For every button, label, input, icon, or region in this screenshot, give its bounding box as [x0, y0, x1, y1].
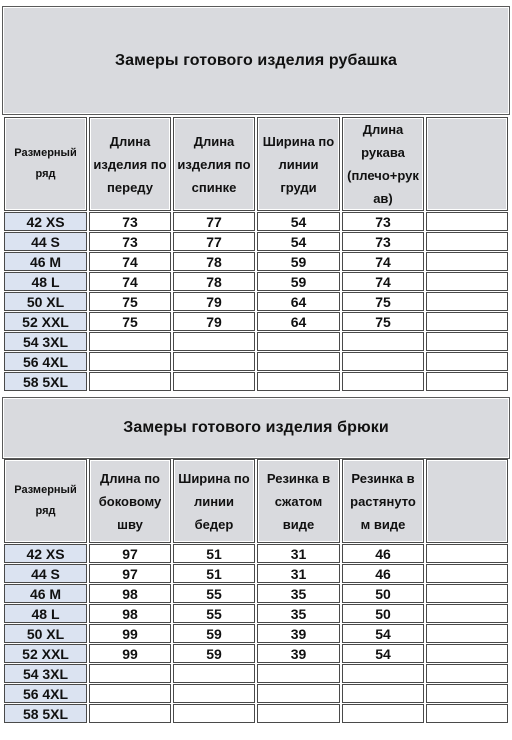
measurement-cell: 74: [342, 272, 424, 291]
measurement-cell: 75: [89, 292, 171, 311]
header-text-line: (плечо+рук: [347, 168, 419, 183]
measurement-cell: 64: [257, 312, 340, 331]
measurement-cell: 59: [173, 644, 255, 663]
table-row: [4, 544, 508, 563]
header-text-line: виде: [282, 516, 315, 532]
measurement-cell: 78: [173, 252, 255, 271]
measurement-cell: [426, 212, 508, 231]
table-row: [4, 332, 508, 351]
measurement-cell: 59: [257, 252, 340, 271]
header-text-line: изделия по: [93, 156, 167, 172]
measurement-cell: 59: [173, 624, 255, 643]
measurement-cell: 31: [257, 544, 340, 563]
measurement-cell: 46: [342, 564, 424, 583]
table-row: [4, 252, 508, 271]
size-label: 44 S: [4, 232, 87, 251]
measurement-cell: 51: [173, 544, 255, 563]
measurement-cell: 54: [342, 644, 424, 663]
trousers-table-body: [4, 459, 508, 723]
size-column-header: [4, 117, 87, 211]
measurement-cell: [426, 684, 508, 703]
header-text-line: Длина: [109, 133, 151, 149]
header-text-line: бедер: [194, 516, 234, 532]
measurement-cell: 79: [173, 312, 255, 331]
measurement-cell: [426, 272, 508, 291]
header-text-line: ав): [373, 191, 393, 206]
column-header: [342, 117, 424, 211]
table-row: [4, 604, 508, 623]
measurement-cell: [89, 372, 171, 391]
header-text-line: Резинка в: [266, 470, 331, 486]
shirt-title: Замеры готового изделия рубашка: [2, 6, 510, 115]
column-header: [257, 459, 340, 543]
table-row: [4, 644, 508, 663]
measurement-cell: [426, 292, 508, 311]
size-label: 54 3XL: [4, 664, 87, 683]
size-label: 58 5XL: [4, 372, 87, 391]
header-text-line: шву: [117, 516, 143, 532]
measurement-cell: 98: [89, 584, 171, 603]
column-header: [426, 117, 508, 211]
header-text-line: Размерный: [14, 484, 77, 496]
table-header-row: [4, 117, 508, 211]
measurement-cell: 39: [257, 624, 340, 643]
measurement-cell: 77: [173, 232, 255, 251]
column-header: [173, 117, 255, 211]
header-text-line: груди: [280, 179, 317, 195]
measurement-cell: [426, 564, 508, 583]
measurement-cell: [257, 372, 340, 391]
measurement-cell: 59: [257, 272, 340, 291]
measurement-cell: [342, 704, 424, 723]
measurement-cell: 73: [342, 212, 424, 231]
measurement-cell: 75: [342, 292, 424, 311]
measurement-cell: [89, 704, 171, 723]
size-label: 52 XXL: [4, 644, 87, 663]
header-text-line: изделия по: [177, 156, 251, 172]
header-text-line: боковому: [98, 493, 162, 509]
size-label: 56 4XL: [4, 684, 87, 703]
size-label: 46 M: [4, 252, 87, 271]
measurement-cell: 54: [342, 624, 424, 643]
measurement-cell: [89, 664, 171, 683]
header-text-line: ряд: [35, 168, 56, 180]
header-text-line: Ширина по: [178, 470, 250, 486]
measurement-cell: 55: [173, 604, 255, 623]
measurement-cell: [342, 372, 424, 391]
measurement-cell: [342, 352, 424, 371]
measurement-cell: [342, 332, 424, 351]
measurement-cell: 73: [342, 232, 424, 251]
measurement-cell: [426, 332, 508, 351]
measurement-cell: [426, 352, 508, 371]
measurement-cell: 64: [257, 292, 340, 311]
measurement-cell: 39: [257, 644, 340, 663]
table-row: [4, 232, 508, 251]
table-row: [4, 292, 508, 311]
measurement-cell: [257, 684, 340, 703]
table-row: [4, 352, 508, 371]
size-label: 44 S: [4, 564, 87, 583]
measurement-cell: [426, 624, 508, 643]
header-text-line: м виде: [360, 516, 406, 532]
measurement-cell: [173, 352, 255, 371]
header-text-line: сжатом: [274, 493, 323, 509]
measurement-cell: [173, 332, 255, 351]
measurement-cell: 35: [257, 604, 340, 623]
measurement-cell: [426, 644, 508, 663]
measurement-cell: 75: [342, 312, 424, 331]
measurement-cell: 78: [173, 272, 255, 291]
measurement-cell: [173, 704, 255, 723]
header-text-line: Размерный: [14, 147, 77, 159]
column-header: [342, 459, 424, 543]
measurement-cell: [257, 352, 340, 371]
shirt-table-body: [4, 117, 508, 391]
column-header: [426, 459, 508, 543]
measurement-cell: [173, 664, 255, 683]
measurement-cell: [426, 664, 508, 683]
trousers-title: Замеры готового изделия брюки: [2, 397, 510, 459]
column-header: [89, 117, 171, 211]
header-text-line: линии: [193, 493, 235, 509]
measurement-cell: [426, 232, 508, 251]
measurement-cell: [89, 684, 171, 703]
measurement-cell: 35: [257, 584, 340, 603]
measurement-cell: 75: [89, 312, 171, 331]
measurement-cell: 54: [257, 232, 340, 251]
measurement-cell: 50: [342, 584, 424, 603]
table-row: [4, 312, 508, 331]
trousers-size-table: [2, 458, 510, 724]
table-row: [4, 272, 508, 291]
header-text-line: рукава: [361, 145, 405, 160]
measurement-cell: [257, 704, 340, 723]
table-header-row: [4, 459, 508, 543]
size-label: 50 XL: [4, 624, 87, 643]
header-text-line: Ширина по: [262, 133, 335, 149]
measurement-cell: 99: [89, 644, 171, 663]
table-row: [4, 564, 508, 583]
measurement-cell: [426, 372, 508, 391]
shirt-size-table: [2, 116, 510, 392]
table-row: [4, 372, 508, 391]
header-text-line: растянуто: [350, 493, 416, 509]
measurement-cell: 46: [342, 544, 424, 563]
size-label: 42 XS: [4, 212, 87, 231]
header-text-line: Резинка в: [351, 470, 415, 486]
measurement-cell: [173, 684, 255, 703]
measurement-cell: [426, 544, 508, 563]
header-text-line: переду: [107, 179, 153, 195]
measurement-cell: [426, 312, 508, 331]
size-label: 42 XS: [4, 544, 87, 563]
measurement-cell: [89, 352, 171, 371]
table-row: [4, 584, 508, 603]
header-text-line: линии: [278, 156, 319, 172]
measurement-cell: [173, 372, 255, 391]
measurement-cell: 50: [342, 604, 424, 623]
table-row: [4, 684, 508, 703]
measurement-cell: 97: [89, 544, 171, 563]
measurement-cell: [89, 332, 171, 351]
size-label: 54 3XL: [4, 332, 87, 351]
header-text-line: спинке: [191, 179, 237, 195]
header-text-line: Длина: [362, 122, 404, 137]
size-label: 48 L: [4, 272, 87, 291]
table-row: [4, 624, 508, 643]
measurement-cell: 97: [89, 564, 171, 583]
measurement-cell: [426, 704, 508, 723]
table-row: [4, 664, 508, 683]
measurement-cell: 77: [173, 212, 255, 231]
measurement-cell: 74: [89, 252, 171, 271]
size-label: 52 XXL: [4, 312, 87, 331]
measurement-cell: 55: [173, 584, 255, 603]
size-label: 50 XL: [4, 292, 87, 311]
column-header: [173, 459, 255, 543]
table-row: [4, 212, 508, 231]
measurement-cell: [257, 664, 340, 683]
measurement-cell: [426, 252, 508, 271]
measurement-cell: 31: [257, 564, 340, 583]
measurement-cell: [426, 604, 508, 623]
column-header: [89, 459, 171, 543]
measurement-cell: 54: [257, 212, 340, 231]
measurement-cell: [257, 332, 340, 351]
measurement-cell: [342, 664, 424, 683]
size-column-header: [4, 459, 87, 543]
measurement-cell: 74: [89, 272, 171, 291]
column-header: [257, 117, 340, 211]
measurement-cell: [426, 584, 508, 603]
size-label: 46 M: [4, 584, 87, 603]
measurement-cell: 99: [89, 624, 171, 643]
measurement-cell: 79: [173, 292, 255, 311]
measurement-cell: 51: [173, 564, 255, 583]
size-label: 58 5XL: [4, 704, 87, 723]
measurement-cell: 73: [89, 232, 171, 251]
measurement-cell: [342, 684, 424, 703]
header-text-line: Длина: [193, 133, 235, 149]
header-text-line: Длина по: [100, 470, 160, 486]
measurement-cell: 73: [89, 212, 171, 231]
header-text-line: ряд: [35, 505, 56, 517]
table-row: [4, 704, 508, 723]
size-label: 48 L: [4, 604, 87, 623]
size-label: 56 4XL: [4, 352, 87, 371]
measurement-cell: 74: [342, 252, 424, 271]
measurement-cell: 98: [89, 604, 171, 623]
